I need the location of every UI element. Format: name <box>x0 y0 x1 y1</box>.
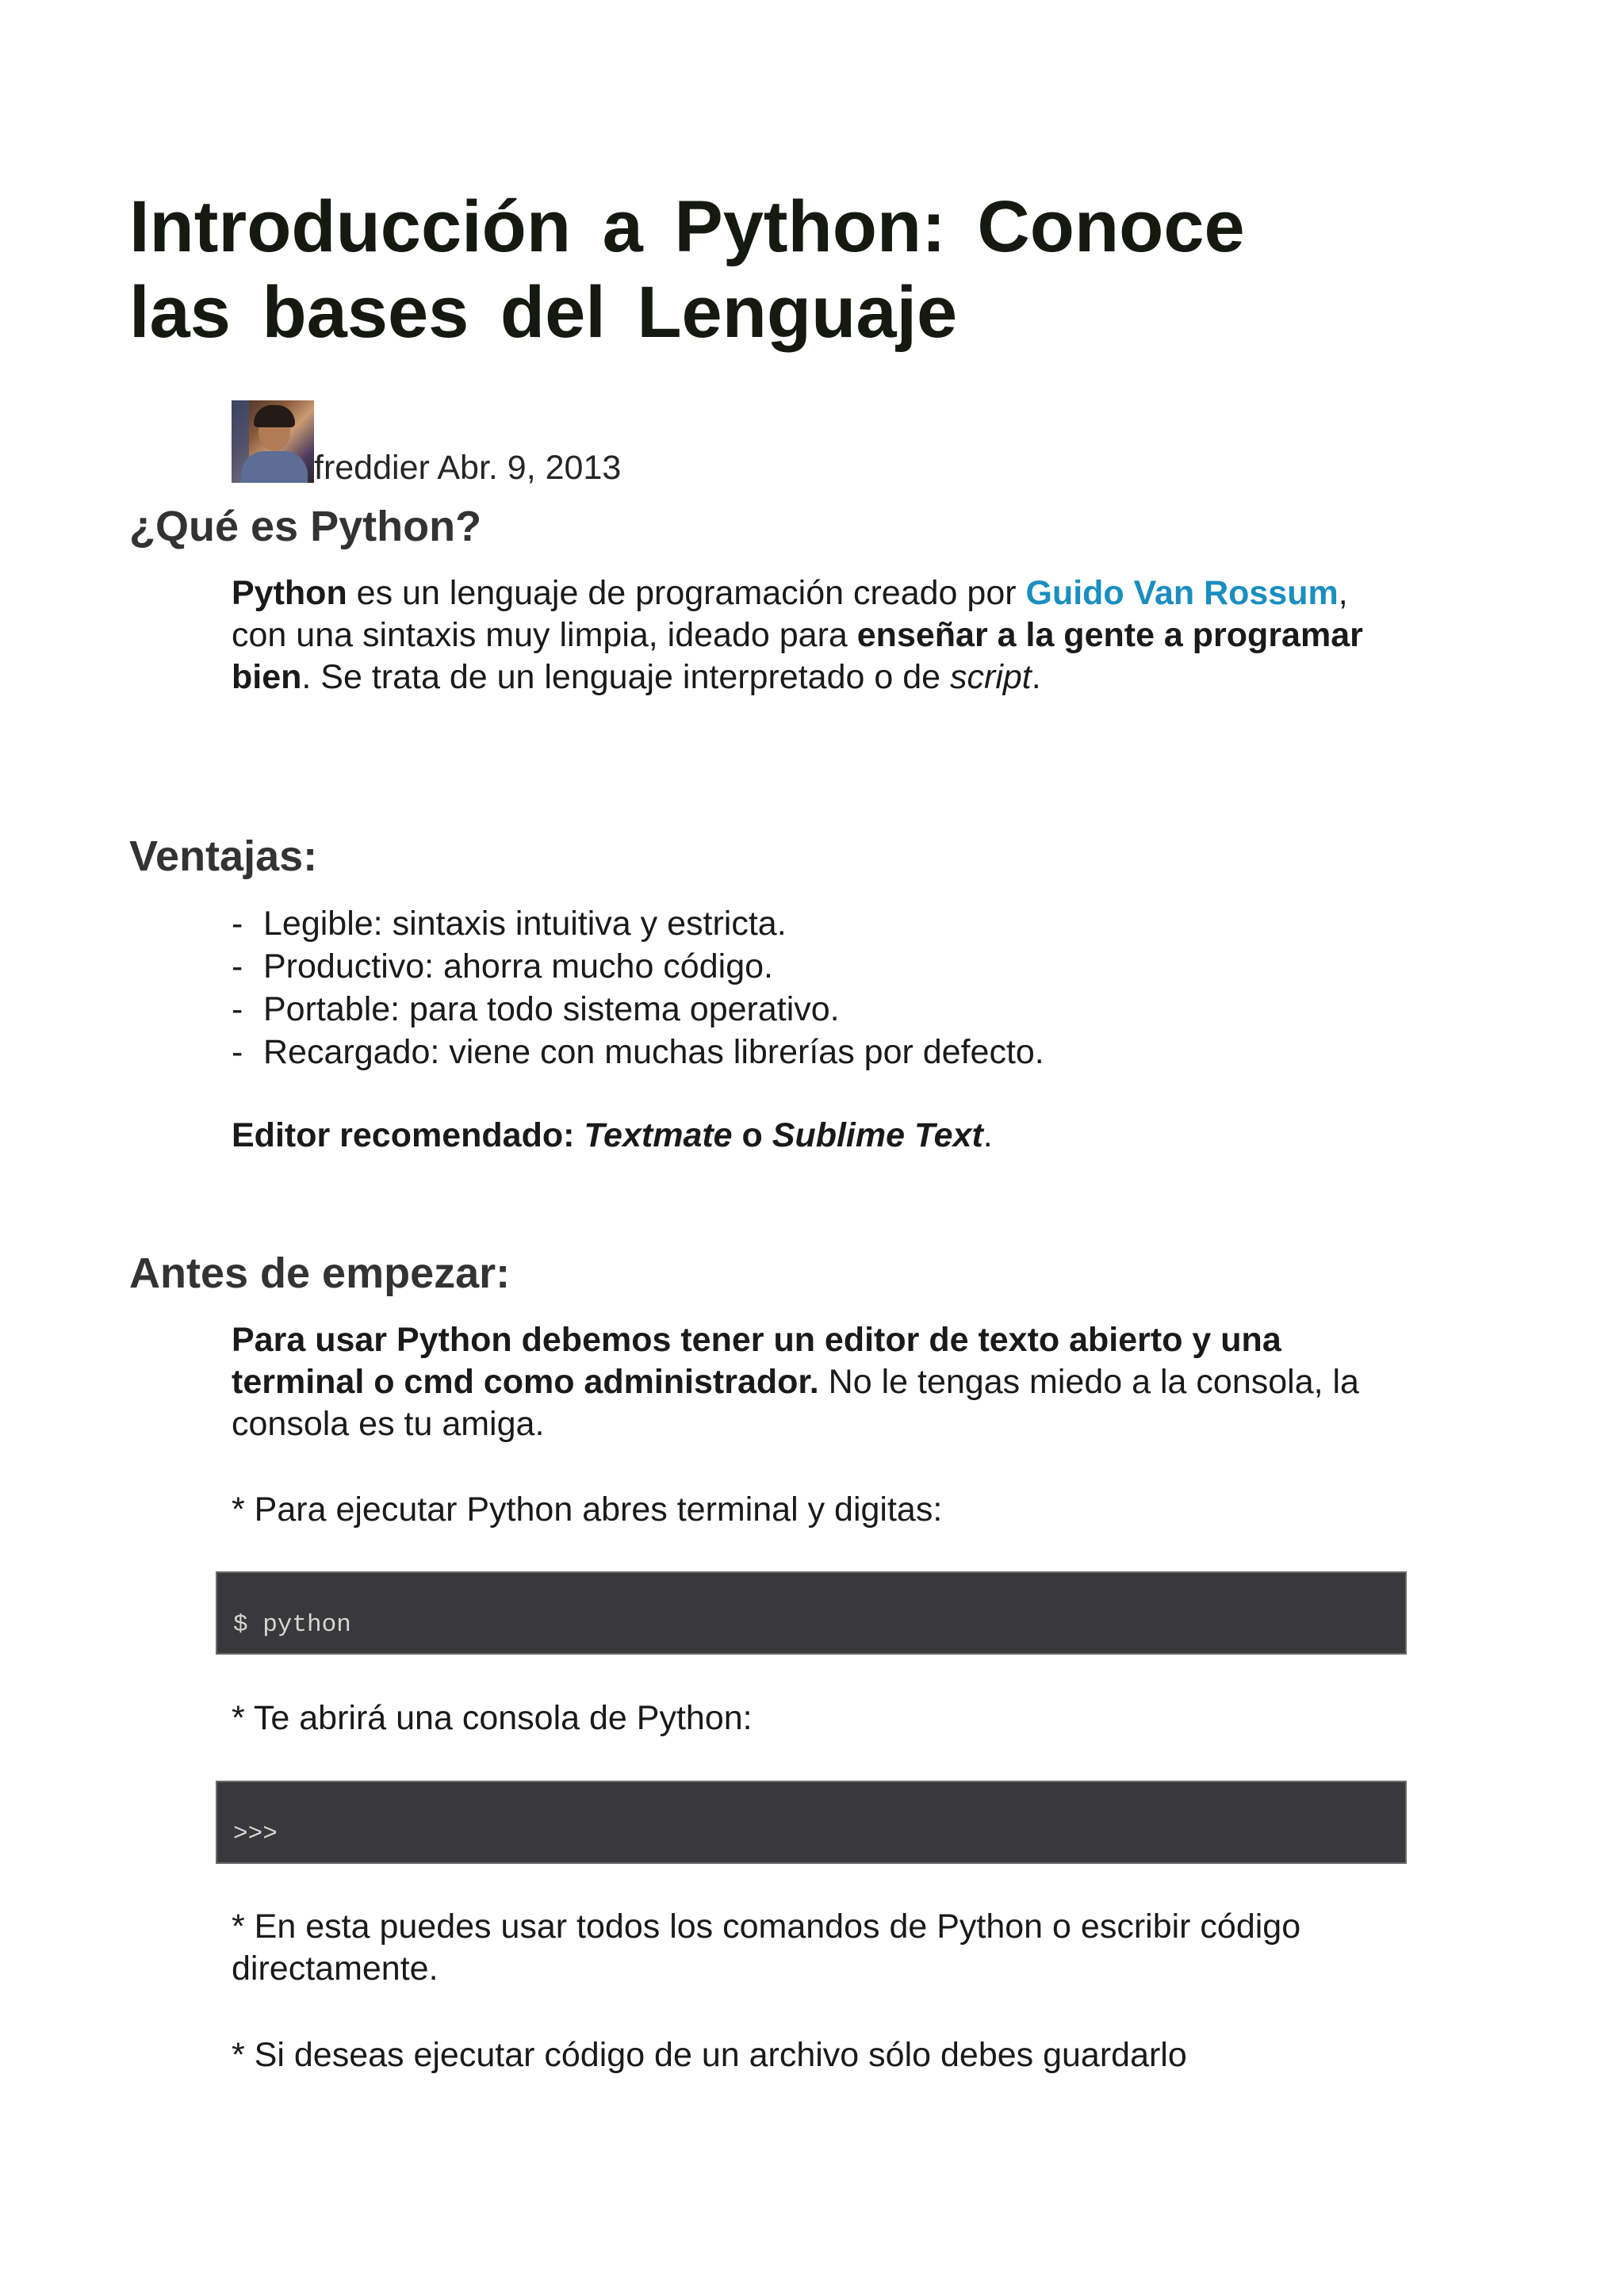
code-block-python[interactable] <box>216 1571 1407 1655</box>
step-archivo: * Si deseas ejecutar código de un archivo sólo debes guardarlo <box>232 2036 1187 2074</box>
sublime-text-label: Sublime Text <box>772 1116 983 1154</box>
step-consola: * Te abrirá una consola de Python: <box>232 1699 753 1737</box>
code-text: $ python <box>233 1611 351 1639</box>
list-item: - Legible: sintaxis intuitiva y estricta. <box>232 905 787 943</box>
page-title: Introducción a Python: Conoce las bases del Lenguaje <box>129 186 1245 353</box>
list-item: - Portable: para todo sistema operativo. <box>232 990 840 1028</box>
list-item: - Productivo: ahorra mucho código. <box>232 947 773 985</box>
editor-recommendation: Editor recomendado: Textmate o Sublime Text. <box>232 1116 993 1154</box>
ventajas-list <box>232 902 1044 1073</box>
python-bold: Python <box>232 574 347 612</box>
author-name[interactable]: freddier <box>314 449 430 487</box>
antes-paragraph: Para usar Python debemos tener un editor de texto abierto y una terminal o cmd como administrador. No le tengas miedo a la consola, la consola es tu amiga. <box>232 1321 1359 1443</box>
heading-ventajas: Ventajas: <box>129 832 318 880</box>
code-text: >>> <box>233 1820 278 1848</box>
ensenar-bold: enseñar a la gente a programar bien <box>232 616 1363 696</box>
guido-van-rossum-link[interactable]: Guido Van Rossum <box>1025 574 1339 612</box>
post-date: Abr. 9, 2013 <box>437 449 622 487</box>
heading-antes-de-empezar: Antes de empezar: <box>129 1249 511 1297</box>
intro-paragraph: Python es un lenguaje de programación creado por Guido Van Rossum, con una sintaxis muy limpia, ideado para enseñar a la gente a programar bien. Se trata de un lenguaje interpretado o de script. <box>232 574 1363 696</box>
step-comandos: * En esta puedes usar todos los comandos de Python o escribir código directamente. <box>232 1908 1301 1988</box>
list-item: - Recargado: viene con muchas librerías por defecto. <box>232 1033 1044 1071</box>
textmate-label: Textmate <box>584 1116 733 1154</box>
author-meta <box>314 448 621 488</box>
step-ejecutar: * Para ejecutar Python abres terminal y digitas: <box>232 1490 943 1529</box>
script-italic: script <box>950 658 1032 696</box>
author-avatar[interactable] <box>232 400 314 483</box>
heading-que-es-python: ¿Qué es Python? <box>129 503 482 550</box>
code-block-prompt[interactable] <box>216 1781 1407 1864</box>
